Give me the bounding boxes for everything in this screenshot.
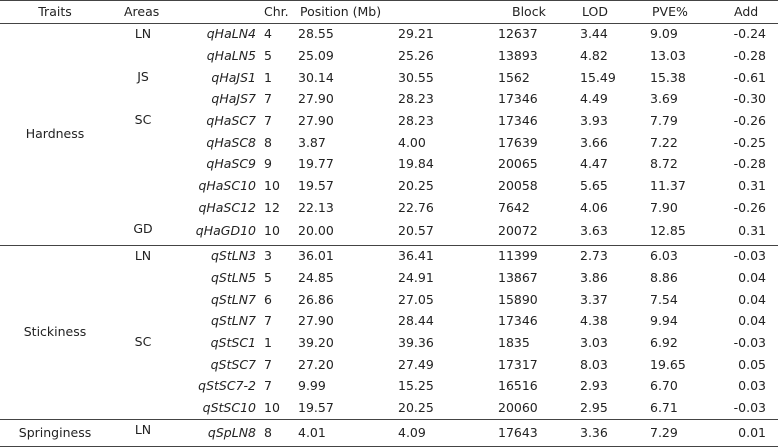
add-cell: -0.25 (733, 134, 766, 150)
chr-cell: 10 (264, 223, 280, 239)
block-cell: 11399 (496, 245, 578, 267)
pve-cell: 8.86 (650, 269, 678, 285)
lod-cell: 2.93 (580, 378, 608, 394)
pve-cell: 6.92 (650, 334, 678, 350)
block-cell: 20065 (498, 156, 538, 172)
add-cell: -0.61 (733, 69, 766, 85)
position-start-cell: 22.13 (298, 199, 334, 215)
block-cell: 17317 (498, 356, 538, 372)
qtl-name-cell: qStSC7 (210, 356, 256, 372)
position-end-cell: 36.41 (396, 245, 496, 267)
lod-cell: 4.47 (580, 156, 608, 172)
add-cell: -0.03 (724, 245, 778, 267)
pve-cell: 15.38 (650, 69, 686, 85)
position-start-cell: 4.01 (296, 420, 396, 447)
pve-cell: 7.29 (648, 420, 724, 447)
position-start-cell: 27.90 (298, 313, 334, 329)
position-start-cell: 20.00 (298, 223, 334, 239)
block-cell: 20058 (498, 178, 538, 194)
pve-cell: 7.22 (650, 134, 678, 150)
chr-cell: 8 (264, 134, 272, 150)
chr-cell: 5 (264, 47, 272, 63)
block-cell: 1562 (498, 69, 530, 85)
table-row (0, 110, 778, 132)
trait-cell: Hardness (25, 125, 85, 141)
position-start-cell: 19.57 (298, 178, 334, 194)
add-cell: 0.04 (738, 269, 766, 285)
chr-cell: 7 (264, 378, 272, 394)
qtl-name-cell: qStSC10 (202, 399, 256, 415)
lod-cell: 3.36 (578, 420, 648, 447)
qtl-name-cell: qStLN3 (176, 245, 262, 267)
chr-cell: 5 (264, 269, 272, 285)
position-start-cell: 26.86 (298, 291, 334, 307)
position-end-cell: 27.49 (398, 356, 434, 372)
lod-cell: 4.82 (580, 47, 608, 63)
chr-cell: 1 (264, 334, 272, 350)
table-row (0, 219, 778, 245)
qtl-name-cell: qHaLN4 (206, 26, 256, 42)
add-cell: 0.31 (738, 223, 766, 239)
header-block: Block (496, 1, 578, 24)
pve-cell: 19.65 (650, 356, 686, 372)
area-cell: LN (110, 420, 176, 447)
add-cell: 0.03 (738, 378, 766, 394)
position-end-cell: 22.76 (398, 199, 434, 215)
position-end-cell: 30.55 (398, 69, 434, 85)
qtl-name-cell: qHaLN5 (206, 47, 256, 63)
lod-cell: 2.73 (578, 245, 648, 267)
header-traits: Traits (0, 1, 110, 24)
lod-cell: 2.95 (580, 399, 608, 415)
add-cell: -0.24 (733, 26, 766, 42)
qtl-name-cell: qHaSC10 (198, 178, 256, 194)
add-cell: -0.03 (733, 399, 766, 415)
add-cell: 0.04 (738, 313, 766, 329)
chr-cell: 7 (264, 356, 272, 372)
position-end-cell: 15.25 (398, 378, 434, 394)
pve-cell: 9.09 (650, 26, 678, 42)
lod-cell: 4.38 (580, 313, 608, 329)
area-cell: LN (134, 25, 152, 41)
qtl-name-cell: qHaSC12 (198, 199, 256, 215)
position-end-cell: 29.21 (398, 26, 434, 42)
chr-cell: 1 (264, 69, 272, 85)
chr-cell: 10 (264, 399, 280, 415)
block-cell: 17639 (498, 134, 538, 150)
chr-cell: 8 (262, 420, 296, 447)
lod-cell: 3.86 (580, 269, 608, 285)
position-end-cell: 25.26 (398, 47, 434, 63)
qtl-name-cell: qHaSC7 (206, 113, 256, 129)
table-row (0, 67, 778, 89)
header-pve: PVE% (648, 1, 724, 24)
qtl-name-cell: qStSC7-2 (198, 378, 256, 394)
qtl-name-cell: qHaSC9 (206, 156, 256, 172)
add-cell: -0.28 (733, 47, 766, 63)
position-end-cell: 20.25 (398, 399, 434, 415)
position-end-cell: 20.25 (398, 178, 434, 194)
pve-cell: 13.03 (650, 47, 686, 63)
add-cell: -0.03 (733, 334, 766, 350)
area-cell: JS (137, 69, 149, 85)
table-row (0, 23, 778, 45)
qtl-name-cell: qHaJS1 (211, 69, 256, 85)
lod-cell: 3.03 (580, 334, 608, 350)
qtl-name-cell: qHaGD10 (195, 223, 256, 239)
lod-cell: 3.63 (580, 223, 608, 239)
chr-cell: 4 (264, 26, 272, 42)
trait-cell: Springiness (0, 420, 110, 447)
chr-cell: 9 (264, 156, 272, 172)
block-cell: 12637 (498, 26, 538, 42)
table-body (0, 23, 778, 446)
lod-cell: 5.65 (580, 178, 608, 194)
qtl-name-cell: qStLN7 (210, 313, 256, 329)
position-start-cell: 9.99 (298, 378, 326, 394)
position-end-cell: 28.23 (398, 113, 434, 129)
lod-cell: 15.49 (580, 69, 616, 85)
block-cell: 16516 (498, 378, 538, 394)
header-chr: Chr. (262, 1, 296, 24)
lod-cell: 8.03 (580, 356, 608, 372)
position-start-cell: 30.14 (298, 69, 334, 85)
pve-cell: 6.71 (650, 399, 678, 415)
position-end-cell: 20.57 (398, 223, 434, 239)
chr-cell: 6 (264, 291, 272, 307)
table-header (0, 1, 778, 24)
pve-cell: 11.37 (650, 178, 686, 194)
qtl-name-cell: qStSC1 (210, 334, 256, 350)
add-cell: 0.05 (738, 356, 766, 372)
header-add: Add (724, 1, 778, 24)
block-cell: 17346 (498, 91, 538, 107)
position-end-cell: 28.23 (398, 91, 434, 107)
position-start-cell: 19.77 (298, 156, 334, 172)
lod-cell: 3.93 (580, 113, 608, 129)
position-start-cell: 24.85 (298, 269, 334, 285)
qtl-name-cell: qSpLN8 (176, 420, 262, 447)
add-cell: -0.30 (733, 91, 766, 107)
chr-cell: 10 (264, 178, 280, 194)
add-cell: 0.04 (738, 291, 766, 307)
table-row (0, 420, 778, 447)
pve-cell: 7.79 (650, 113, 678, 129)
position-end-cell: 24.91 (398, 269, 434, 285)
pve-cell: 6.70 (650, 378, 678, 394)
block-cell: 20060 (498, 399, 538, 415)
table-row (0, 245, 778, 267)
qtl-name-cell: qHaJS7 (211, 91, 256, 107)
position-end-cell: 28.44 (398, 313, 434, 329)
position-start-cell: 27.90 (298, 91, 334, 107)
position-start-cell: 3.87 (298, 134, 326, 150)
pve-cell: 7.90 (650, 199, 678, 215)
chr-cell: 7 (264, 91, 272, 107)
add-cell: -0.28 (733, 156, 766, 172)
block-cell: 17346 (498, 113, 538, 129)
position-end-cell: 4.09 (396, 420, 496, 447)
lod-cell: 3.44 (580, 26, 608, 42)
position-end-cell: 19.84 (398, 156, 434, 172)
trait-cell: Stickiness (0, 245, 110, 420)
header-row (0, 1, 778, 24)
area-cell: SC (134, 112, 152, 128)
qtl-name-cell: qHaSC8 (206, 134, 256, 150)
block-cell: 13867 (498, 269, 538, 285)
block-cell: 17346 (498, 313, 538, 329)
lod-cell: 3.37 (580, 291, 608, 307)
pve-cell: 6.03 (648, 245, 724, 267)
add-cell: 0.31 (738, 178, 766, 194)
chr-cell: 3 (262, 245, 296, 267)
add-cell: -0.26 (733, 113, 766, 129)
block-cell: 15890 (498, 291, 538, 307)
position-start-cell: 27.20 (298, 356, 334, 372)
position-end-cell: 27.05 (398, 291, 434, 307)
position-start-cell: 39.20 (298, 334, 334, 350)
block-cell: 17643 (496, 420, 578, 447)
add-cell: -0.26 (733, 199, 766, 215)
block-cell: 13893 (498, 47, 538, 63)
chr-cell: 12 (264, 199, 280, 215)
header-areas: Areas (110, 1, 262, 24)
pve-cell: 3.69 (650, 91, 678, 107)
block-cell: 1835 (498, 334, 530, 350)
position-start-cell: 25.09 (298, 47, 334, 63)
header-position: Position (Mb) (296, 1, 496, 24)
position-start-cell: 27.90 (298, 113, 334, 129)
area-cell: LN (110, 245, 176, 332)
lod-cell: 3.66 (580, 134, 608, 150)
position-start-cell: 19.57 (298, 399, 334, 415)
pve-cell: 8.72 (650, 156, 678, 172)
position-start-cell: 28.55 (298, 26, 334, 42)
position-end-cell: 39.36 (398, 334, 434, 350)
area-cell: SC (134, 334, 152, 350)
table-row (0, 332, 778, 354)
qtl-name-cell: qStLN7 (210, 291, 256, 307)
header-lod: LOD (578, 1, 648, 24)
pve-cell: 9.94 (650, 313, 678, 329)
pve-cell: 12.85 (650, 223, 686, 239)
chr-cell: 7 (264, 113, 272, 129)
block-cell: 20072 (498, 223, 538, 239)
chr-cell: 7 (264, 313, 272, 329)
lod-cell: 4.06 (580, 199, 608, 215)
position-start-cell: 36.01 (296, 245, 396, 267)
block-cell: 7642 (498, 199, 530, 215)
lod-cell: 4.49 (580, 91, 608, 107)
position-end-cell: 4.00 (398, 134, 426, 150)
add-cell: 0.01 (724, 420, 778, 447)
area-cell: GD (133, 220, 153, 236)
pve-cell: 7.54 (650, 291, 678, 307)
qtl-name-cell: qStLN5 (210, 269, 256, 285)
